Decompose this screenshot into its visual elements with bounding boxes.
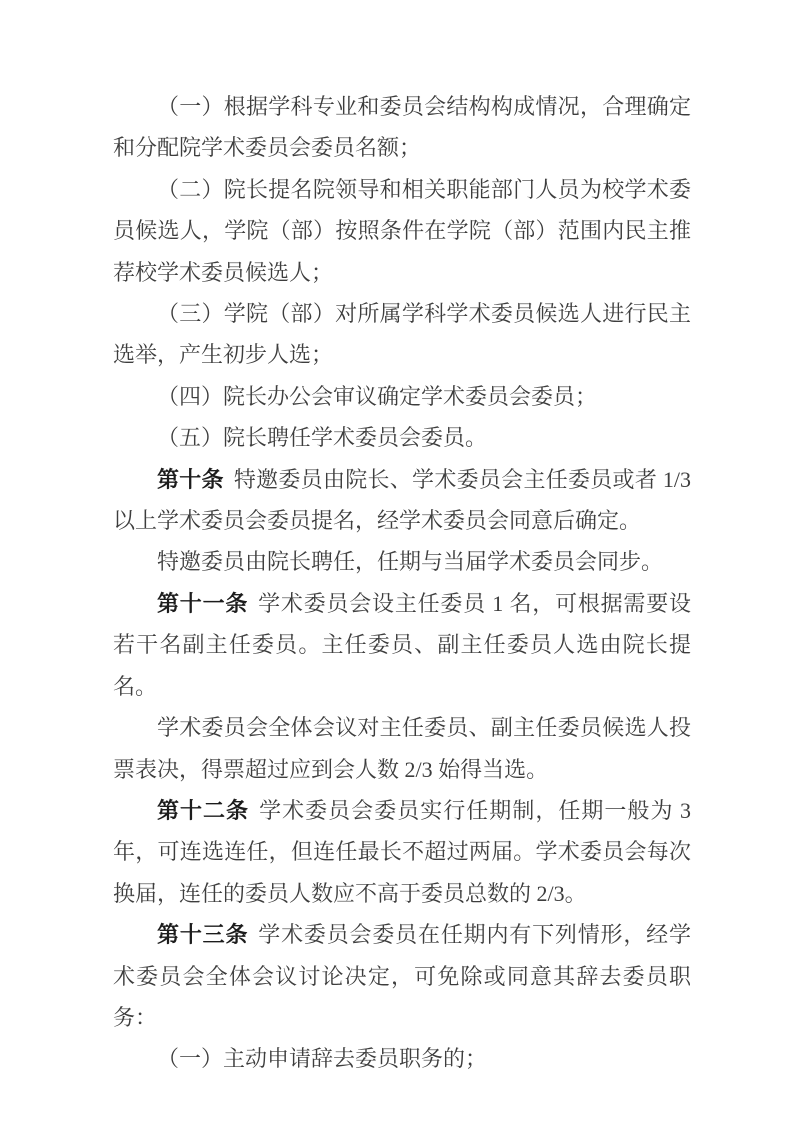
paragraph-text: 学术委员会设主任委员 1 名，可根据需要设若干名副主任委员。主任委员、副主任委员人选由院长提名。: [113, 590, 691, 699]
paragraph-text: （四）院长办公会审议确定学术委员会委员；: [157, 383, 598, 409]
paragraph-text: （二）院长提名院领导和相关职能部门人员为校学术委员候选人，学院（部）按照条件在学院（部）范围内民主推荐校学术委员候选人；: [113, 176, 691, 285]
paragraph: [113, 169, 691, 293]
paragraph: [113, 293, 691, 376]
paragraph: [113, 376, 691, 417]
article-number: 第十一条: [157, 590, 249, 616]
article-number: 第十二条: [157, 797, 250, 823]
paragraph: [113, 1038, 691, 1079]
paragraph: [113, 417, 691, 458]
paragraph: [113, 541, 691, 582]
paragraph: [113, 707, 691, 790]
paragraph-text: 学术委员会委员在任期内有下列情形，经学术委员会全体会议讨论决定，可免除或同意其辞去委员职务：: [113, 922, 691, 1030]
paragraph-text: 学术委员会委员实行任期制，任期一般为 3 年，可连选连任，但连任最长不超过两届。学术委员会每次换届，连任的委员人数应不高于委员总数的 2/3。: [113, 797, 691, 906]
paragraph-text: （五）院长聘任学术委员会委员。: [157, 425, 488, 451]
paragraph: [113, 86, 691, 169]
paragraph-text: 特邀委员由院长、学术委员会主任委员或者 1/3 以上学术委员会委员提名，经学术委员会同意后确定。: [113, 466, 691, 534]
paragraph-text: （三）学院（部）对所属学科学术委员候选人进行民主选举，产生初步人选；: [113, 301, 691, 368]
paragraph-text: （一）主动申请辞去委员职务的；: [157, 1046, 488, 1072]
article-paragraph: [113, 914, 691, 1038]
paragraph-text: （一）根据学科专业和委员会结构构成情况，合理确定和分配院学术委员会委员名额；: [113, 94, 691, 161]
article-paragraph: [113, 459, 691, 542]
document-body: [113, 86, 691, 1080]
paragraph-text: 特邀委员由院长聘任，任期与当届学术委员会同步。: [157, 549, 664, 575]
article-number: 第十条: [157, 466, 224, 492]
paragraph-text: 学术委员会全体会议对主任委员、副主任委员候选人投票表决，得票超过应到会人数 2/3 始得当选。: [113, 715, 691, 782]
article-number: 第十三条: [157, 922, 249, 948]
article-paragraph: [113, 583, 691, 707]
article-paragraph: [113, 790, 691, 914]
